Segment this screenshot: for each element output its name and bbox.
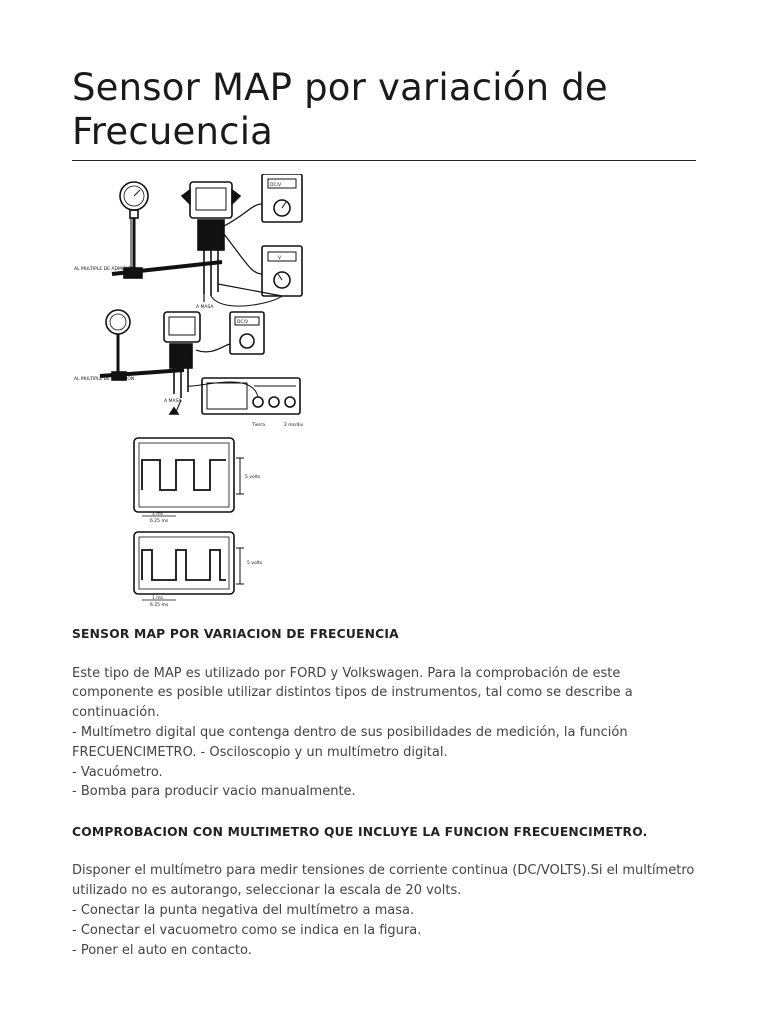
text-line: FRECUENCIMETRO. - Osciloscopio y un multímetro digital. (72, 744, 448, 760)
meter-2-label: DC/V (237, 320, 249, 325)
text-line: - Bomba para producir vacio manualmente. (72, 784, 356, 800)
article-body (72, 624, 696, 960)
meter-bottom-label: V (278, 256, 282, 261)
text-line: utilizado no es autorango, seleccionar la escala de 20 volts. (72, 883, 462, 899)
scope-label-left: Tierra (252, 423, 266, 428)
text-line: componente es posible utilizar distintos tipos de instrumentos, tal como se describe a (72, 685, 633, 701)
page-title: Sensor MAP por variación de Frecuencia (72, 66, 608, 153)
waveform-2 (134, 532, 244, 600)
text-line: - Vacuómetro. (72, 764, 163, 780)
title-divider (72, 160, 696, 161)
steps-paragraph (72, 861, 696, 960)
wave2-volts: 5 volts (247, 561, 263, 566)
section-heading-1: SENSOR MAP POR VARIACION DE FRECUENCIA (72, 627, 399, 641)
wave2-time1: 1 ms (152, 596, 164, 601)
meter-top-label: DC/V (270, 183, 282, 188)
wave1-time1: 1 ms (152, 512, 164, 517)
intro-paragraph (72, 664, 696, 803)
sensor-map-figure (72, 174, 312, 614)
wave2-time2: 6.25 ms (150, 603, 169, 608)
panel-multimeter-setup (112, 174, 302, 306)
wave1-volts: 5 volts (245, 475, 261, 480)
text-line: Este tipo de MAP es utilizado por FORD y Volkswagen. Para la comprobación de este (72, 665, 621, 681)
manifold-label-1: AL MULTIPLE DE ADMISION (74, 267, 135, 272)
text-line: - Poner el auto en contacto. (72, 942, 252, 958)
text-line: - Conectar la punta negativa del multímetro a masa. (72, 902, 415, 918)
panel-oscilloscope-setup (100, 310, 300, 414)
ground-label-1: A MASA (196, 305, 214, 310)
wave1-time2: 6.25 ms (150, 519, 169, 524)
text-line: - Multímetro digital que contenga dentro de sus posibilidades de medición, la función (72, 724, 628, 740)
ground-label-2: A MASA (164, 399, 182, 404)
text-line: continuación. (72, 705, 160, 721)
scope-label-right: 2 ms/div (284, 423, 304, 428)
text-line: - Conectar el vacuometro como se indica en la figura. (72, 922, 422, 938)
section-heading-2: COMPROBACION CON MULTIMETRO QUE INCLUYE LA FUNCION FRECUENCIMETRO. (72, 824, 648, 839)
text-line: Disponer el multímetro para medir tensiones de corriente continua (DC/VOLTS).Si el multímetro (72, 863, 695, 879)
manifold-label-2: AL MULTIPLE DE ADMISION (74, 377, 135, 382)
waveform-1 (134, 438, 244, 516)
